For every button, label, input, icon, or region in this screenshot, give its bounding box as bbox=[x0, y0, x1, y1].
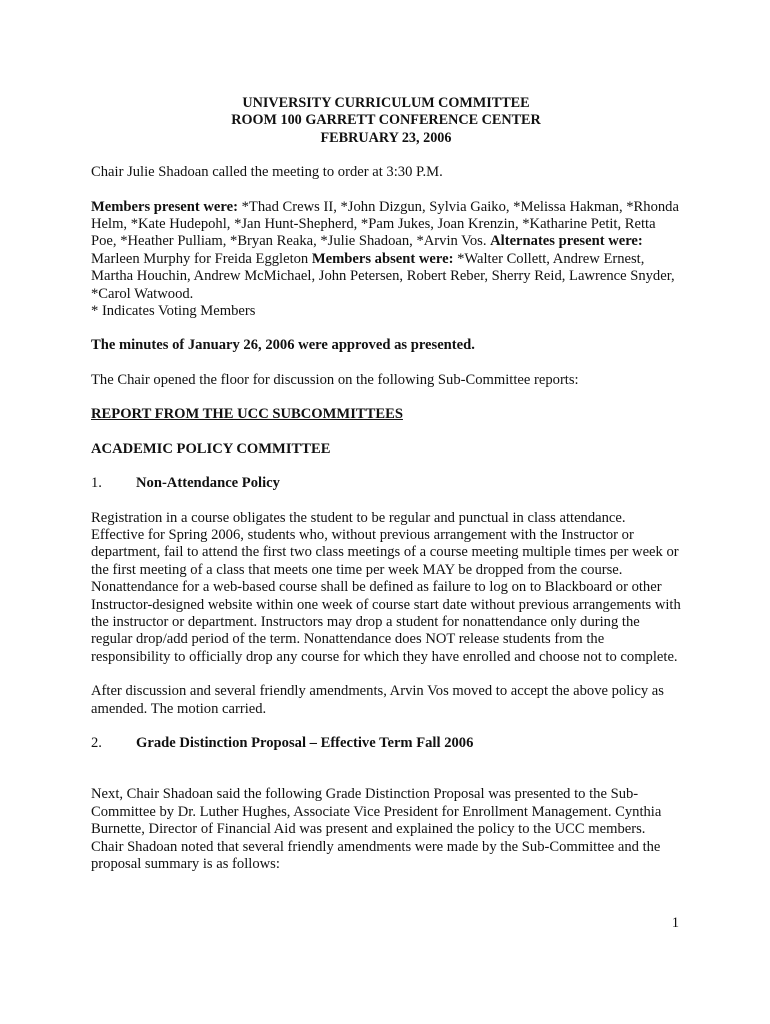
title-committee: UNIVERSITY CURRICULUM COMMITTEE bbox=[242, 95, 530, 111]
floor-opened: The Chair opened the floor for discussion on the following Sub-Committee reports: bbox=[91, 371, 579, 388]
absent-list: *Walter Collett, Andrew Ernest, Martha Houchin, Andrew McMichael, John Petersen, Robert Reber, Sherry Reid, Lawrence Snyder, *Carol Watwood. bbox=[91, 250, 675, 302]
attendance-paragraph bbox=[91, 199, 681, 303]
title-location: ROOM 100 GARRETT CONFERENCE CENTER bbox=[231, 112, 541, 129]
title-date: FEBRUARY 23, 2006 bbox=[320, 129, 452, 146]
item-2-body: Next, Chair Shadoan said the following Grade Distinction Proposal was presented to the Sub-Committee by Dr. Luther Hughes, Associate Vice President for Enrollment Management. Cynthia Burnette, Director of Financial Aid was present and explained the policy to the UCC members. Chair Shadoan noted that several friendly amendments were made by the Sub-Committee and the proposal summary is as follows: bbox=[91, 786, 662, 872]
item-2-number: 2. bbox=[91, 734, 102, 751]
alternates-label: Alternates present were: bbox=[490, 233, 643, 250]
committee-heading-text: ACADEMIC POLICY COMMITTEE bbox=[91, 440, 331, 457]
item-1-motion: After discussion and several friendly amendments, Arvin Vos moved to accept the above policy as amended. The motion carried. bbox=[91, 683, 664, 717]
item-1-number: 1. bbox=[91, 475, 102, 492]
page-number: 1 bbox=[671, 915, 679, 931]
item-2-title: Grade Distinction Proposal – Effective Term Fall 2006 bbox=[136, 734, 474, 751]
report-heading-text: REPORT FROM THE UCC SUBCOMMITTEES bbox=[91, 406, 403, 423]
absent-label: Members absent were: bbox=[311, 250, 454, 267]
present-list: *Thad Crews II, *John Dizgun, Sylvia Gaiko, *Melissa Hakman, *Rhonda Helm, *Kate Hudepohl, *Jan Hunt-Shepherd, *Pam Jukes, Joan Krenzin, *Katharine Petit, Retta Poe, *Heather Pulliam, *Bryan Reaka, *Julie Shadoan, *Arvin Vos. bbox=[91, 198, 679, 250]
committee-heading bbox=[91, 441, 681, 458]
document-page bbox=[91, 95, 681, 873]
report-heading bbox=[91, 406, 681, 423]
voting-note: * Indicates Voting Members bbox=[91, 303, 256, 320]
item-1-heading bbox=[91, 475, 681, 492]
minutes-approval bbox=[91, 337, 681, 354]
item-1-body: Registration in a course obligates the student to be regular and punctual in class attendance. Effective for Spring 2006, students who, without previous arrangement with the Instructor or department, fail to attend the first two class meetings of a course meeting multiple times per week or the first meeting of a class that meets one time per week MAY be dropped from the course. Nonattendance for a web-based course shall be defined as failure to log on to Blackboard or other Instructor-designed website within one week of course start date without previous arrangements with the instructor or department. Instructors may drop a student for nonattendance only during the regular drop/add period of the term. Nonattendance does NOT release students from the responsibility to officially drop any course for which they have enrolled and choose not to complete. bbox=[91, 509, 681, 665]
item-1-title: Non-Attendance Policy bbox=[136, 475, 280, 492]
item-2-heading bbox=[91, 735, 681, 752]
alternates-list: Marleen Murphy for Freida Eggleton bbox=[91, 250, 312, 267]
present-label: Members present were: bbox=[91, 198, 238, 215]
minutes-approval-text: The minutes of January 26, 2006 were approved as presented. bbox=[91, 337, 475, 354]
call-to-order: Chair Julie Shadoan called the meeting to order at 3:30 P.M. bbox=[91, 164, 443, 181]
